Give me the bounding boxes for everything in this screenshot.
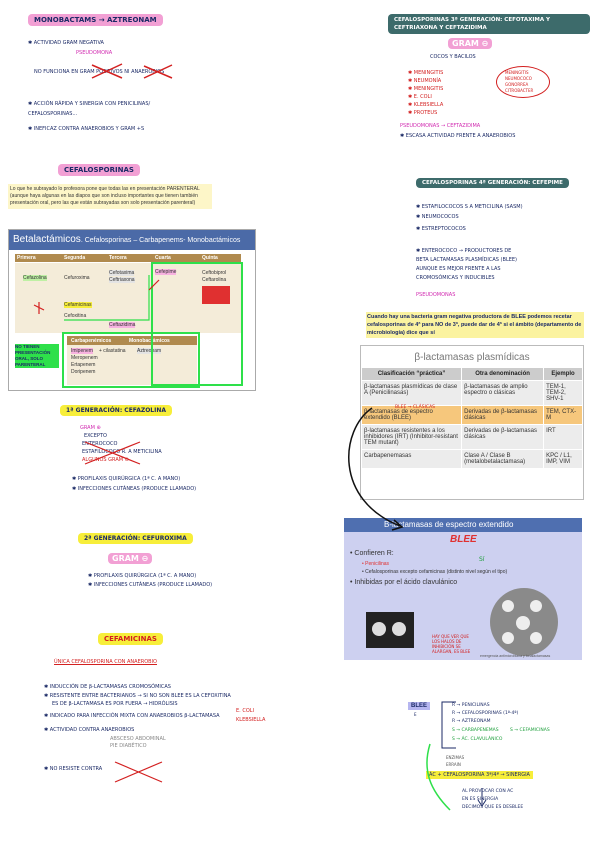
blee-slide-title: B-lactamasas de espectro extendido bbox=[384, 520, 514, 529]
gen4-line-2: ✱ NEUMOCOCOS bbox=[416, 214, 459, 220]
gen3-line-7: PSEUDOMONAS → CEFTAZIDIMA bbox=[400, 123, 481, 129]
gen1-gram: GRAM ⊕ bbox=[80, 425, 101, 431]
gen3-line-6: ✱ PROTEUS bbox=[408, 110, 438, 116]
gen2-infecciones: ✱ INFECCIONES CUTÁNEAS (PRODUCE LLAMADO) bbox=[88, 582, 213, 588]
item-cefoxitina: Cefoxitina bbox=[64, 313, 87, 319]
map-e: E bbox=[414, 712, 417, 717]
carb-doripenem: Doripenem bbox=[71, 369, 96, 375]
cefam-sub: ÚNICA CEFALOSPORINA CON ANAEROBIO bbox=[54, 659, 157, 665]
map-line-8: ERRAIN bbox=[446, 762, 461, 767]
map-line-10: AL PROVOCAR CON AC bbox=[462, 789, 514, 794]
petri-image-2 bbox=[490, 588, 558, 656]
gen3-line-3: ✱ MENINGITIS bbox=[408, 86, 444, 92]
item-cefotaxima: Cefotaxima bbox=[109, 270, 135, 276]
gen4-line-6: AUNQUE ES MEJOR FRENTE A LAS bbox=[416, 266, 501, 272]
blee-bullet-1: • Confieren R: bbox=[350, 550, 394, 557]
gen2-gram: GRAM ⊖ bbox=[108, 553, 152, 564]
cefam-line-4: ✱ INDICADO PARA INFECCIÓN MIXTA CON ANAEROBIOS β-LACTAMASA bbox=[44, 713, 220, 719]
gen1-profilaxis: ✱ PROFILAXIS QUIRÚRGICA (1ª C. A MANO) bbox=[72, 476, 181, 482]
blee-bullet-3: • Cefalosporinas excepto cefamicinas (distinto nivel según el tipo) bbox=[362, 569, 508, 575]
petri-note: HAY QUE VER QUE LOS HALOS DE INHIBICIÓN SE ALARGAN, ES BLEE bbox=[432, 634, 471, 654]
betalactamicos-slide bbox=[8, 229, 256, 391]
map-line-7: ENZIMAS bbox=[446, 755, 465, 760]
gen3-line-5: ✱ KLEBSIELLA bbox=[408, 102, 444, 108]
col-cuarta: Cuarta bbox=[155, 255, 171, 261]
slide-subtitle: . Cefalosporinas – Carbapenems- Monobactámicos bbox=[80, 237, 241, 244]
map-line-5: S → ÁC. CLAVULÁNICO bbox=[452, 737, 503, 742]
gen1-excepto: EXCEPTO bbox=[84, 433, 107, 439]
gen4-line-4: ✱ ENTEROCOCO → PRODUCTORES DE bbox=[416, 248, 512, 254]
slide-annotation-lines bbox=[9, 230, 255, 390]
item-cefuroxima: Cefuroxima bbox=[64, 275, 90, 281]
slide-side-note: NO TIENEN PRESENTACIÓN ORAL, SOLO PARENTERAL bbox=[15, 344, 59, 368]
map-line-1: R → PENICILINAS bbox=[452, 703, 490, 708]
col-primera: Primera bbox=[17, 255, 36, 261]
blee-arrow-note: BLEE → CLÁSICAS bbox=[395, 405, 436, 410]
map-line-12: DECIMOS QUE ES DESBLEE bbox=[462, 805, 524, 810]
gen1-strike bbox=[80, 438, 150, 468]
item-ceftazidima: Ceftazidima bbox=[109, 322, 136, 328]
cefam-line-1: ✱ INDUCCIÓN DE β-LACTAMASAS CROMOSÓMICAS bbox=[44, 684, 171, 690]
gen4-title: CEFALOSPORINAS 4ª GENERACIÓN: CEFEPIME bbox=[416, 178, 569, 188]
th-otra: Otra denominación bbox=[462, 368, 544, 381]
gen3-title: CEFALOSPORINAS 3ª GENERACIÓN: CEFOTAXIMA Y CEFTRIAXONA Y CEFTAZIDIMA bbox=[388, 14, 590, 34]
carb-head: Carbapenémicos bbox=[71, 338, 112, 344]
connector-arrow bbox=[330, 400, 410, 540]
parenteral-note: Lo que he subrayado lo profesora pone que todas las en presentación PARENTERAL (aunque haya algunas en las diapos que son incluso importantes que tienen también presentación oral, pero las que están subrayadas son solo presentación parenteral) bbox=[8, 184, 212, 209]
blee-si-note: Sí bbox=[479, 556, 485, 563]
blee-prescription-note: Cuando hay una bacteria gram negativa productora de BLEE podemos recetar cefalosporinas de 4ª para NO de 3ª, puede dar de 4ª si el ámbito (departamento de microbiología) dice que sí bbox=[366, 312, 584, 338]
item-ceftobiprol: Ceftobiprol bbox=[202, 270, 227, 276]
mono-line-3: ✱ ACCIÓN RÁPIDA Y SINERGIA CON PENICILINAS/ bbox=[28, 101, 151, 107]
table-row: β-lactamasas resistentes a los inhibidores (IRT) (Inhibitor-resistant TEM mutant) Derivadas de β-lactamasas clásicas IRT bbox=[362, 425, 583, 450]
gen4-line-1: ✱ ESTAFILOCOCOS S A METICILINA (SASM) bbox=[416, 204, 523, 210]
petri-credit: emergencia antimicrobiana y betalactamasas bbox=[480, 654, 551, 658]
gen4-line-8: PSEUDOMONAS bbox=[416, 292, 456, 298]
map-line-3: R → AZTREONAM bbox=[452, 719, 491, 724]
mono-line-1: ✱ ACTIVIDAD GRAM NEGATIVA bbox=[28, 40, 104, 46]
gen4-line-7: CROMOSÓMICAS Y INDUCIBLES bbox=[416, 275, 495, 281]
col-tercera: Tercera bbox=[109, 255, 127, 261]
carb-ertapenem: Ertapenem bbox=[71, 362, 96, 368]
map-line-4: S → CARBAPENEMAS bbox=[452, 728, 499, 733]
blee-map-root: BLEE bbox=[408, 702, 430, 710]
gen2-title: 2ª GENERACIÓN: CEFUROXIMA bbox=[78, 533, 193, 544]
cefam-ecoli: E. COLI bbox=[236, 708, 255, 714]
cefamicinas-title: CEFAMICINAS bbox=[98, 633, 163, 645]
carb-meropenem: Meropenem bbox=[71, 355, 98, 361]
cefam-strike bbox=[110, 758, 170, 786]
cefam-line-2: ✱ RESISTENTE ENTRE BACTERIANOS → SI NO SON BLEE ES LA CEFOXITINA bbox=[44, 693, 231, 699]
monobactams-title: MONOBACTAMS → AZTREONAM bbox=[28, 14, 163, 26]
gen3-line-2: ✱ NEUMONÍA bbox=[408, 78, 442, 84]
item-ceftriaxona: Ceftriaxona bbox=[109, 277, 135, 283]
item-cefazolina: Cefazolina bbox=[23, 275, 47, 281]
carb-imipenem: Imipenem bbox=[71, 348, 93, 354]
gen4-line-5: BETA LACTAMASAS PLASMÍDICAS (BLEE) bbox=[416, 257, 517, 263]
cefam-line-5: ✱ ACTIVIDAD CONTRA ANAEROBIOS bbox=[44, 727, 135, 733]
map-line-11: EN ES SINERGIA bbox=[462, 797, 499, 802]
gen3-bubble: MENINGITIS NEUMOCOCO GONORREA CITROBACTER bbox=[496, 66, 550, 98]
col-quinta: Quinta bbox=[202, 255, 218, 261]
gen3-cocos: COCOS Y BACILOS bbox=[430, 54, 476, 60]
item-ceftarolina: Ceftarolina bbox=[202, 277, 227, 283]
gen4-line-3: ✱ ESTREPTOCOCOS bbox=[416, 226, 466, 232]
cefam-line-7: PIE DIABÉTICO bbox=[110, 743, 147, 749]
gen1-algunos: ALGUNOS GRAM ⊖ bbox=[82, 457, 129, 463]
table-row: β-lactamasas plasmídicas de clase A (Penicilinasas) β-lactamasas de amplio espectro o clásicas TEM-1, TEM-2, SHV-1 bbox=[362, 381, 583, 406]
cefam-line-6: ABSCESO ABDOMINAL bbox=[110, 736, 166, 742]
blee-bullet-2: • Penicilinas bbox=[362, 561, 390, 567]
petri-image-1 bbox=[366, 612, 414, 648]
th-clasificacion: Clasificación “práctica” bbox=[362, 368, 462, 381]
mono-head: Monobactámicos bbox=[129, 338, 170, 344]
gen3-line-1: ✱ MENINGITIS bbox=[408, 70, 444, 76]
cefam-klebs: KLEBSIELLA bbox=[236, 717, 266, 723]
mono-line-5: ✱ INEFICAZ CONTRA ANAEROBIOS Y GRAM +S bbox=[28, 126, 145, 132]
map-line-2: R → CEFALOSPORINAS (1ª-4ª) bbox=[452, 711, 519, 716]
mono-line-2: NO FUNCIONA EN GRAM POSITIVOS NI ANAEROBIOS bbox=[34, 69, 165, 75]
plasmid-title: β-lactamasas plasmídicas bbox=[414, 352, 530, 363]
slide-title: Betalactámicos bbox=[13, 234, 81, 245]
table-row: Carbapenemasas Clase A / Clase B (metalobetalactamasa) KPC / L1, IMP, VIM bbox=[362, 450, 583, 469]
mono-line-pseudo: PSEUDOMONA bbox=[76, 50, 113, 56]
mono-aztreonam: Aztreonam bbox=[137, 348, 162, 354]
cefalosporinas-title: CEFALOSPORINAS bbox=[58, 164, 140, 176]
gen3-line-8: ✱ ESCASA ACTIVIDAD FRENTE A ANAEROBIOS bbox=[400, 133, 516, 139]
mono-line-4: CEFALOSPORINAS... bbox=[28, 111, 78, 117]
strike-marks bbox=[82, 60, 177, 80]
gen1-entero: ENTEROCOCO bbox=[82, 441, 118, 447]
th-ejemplo: Ejemplo bbox=[544, 368, 583, 381]
gen1-infecciones: ✱ INFECCIONES CUTÁNEAS (PRODUCE LLAMADO) bbox=[72, 486, 197, 492]
gen3-gram: GRAM ⊖ bbox=[448, 38, 492, 49]
carb-cilastatina: + cilastatina bbox=[99, 348, 126, 354]
item-cefamicinas: Cefamicinas bbox=[64, 302, 92, 308]
cefam-line-3: ES DE β-LACTAMASA ES POR FUERA → HIDRÓLISIS bbox=[52, 701, 178, 707]
map-line-6: S → CEFAMICINAS bbox=[510, 728, 550, 733]
map-line-9: ÁC + CEFALOSPORINA 3ª/4ª → SINERGIA bbox=[426, 771, 533, 779]
col-segunda: Segunda bbox=[64, 255, 86, 261]
table-row: β-lactamasas de espectro extendido (BLEE) Derivadas de β-lactamasas clásicas TEM, CTX-M bbox=[362, 406, 583, 425]
item-cefepime: Cefepime bbox=[155, 269, 177, 275]
blee-bullet-4: • Inhibidas por el ácido clavulánico bbox=[350, 579, 458, 586]
gen3-line-4: ✱ E. COLI bbox=[408, 94, 432, 100]
gen2-profilaxis: ✱ PROFILAXIS QUIRÚRGICA (1ª C. A MANO) bbox=[88, 573, 197, 579]
cefam-line-8: ✱ NO RESISTE CONTRA bbox=[44, 766, 103, 772]
gen1-estafilo: ESTAFILOCOCO R. A METICILINA bbox=[82, 449, 162, 455]
map-green-arrows bbox=[420, 740, 500, 820]
blee-slide-label: BLEE bbox=[450, 534, 477, 545]
gen1-title: 1ª GENERACIÓN: CEFAZOLINA bbox=[60, 405, 172, 416]
